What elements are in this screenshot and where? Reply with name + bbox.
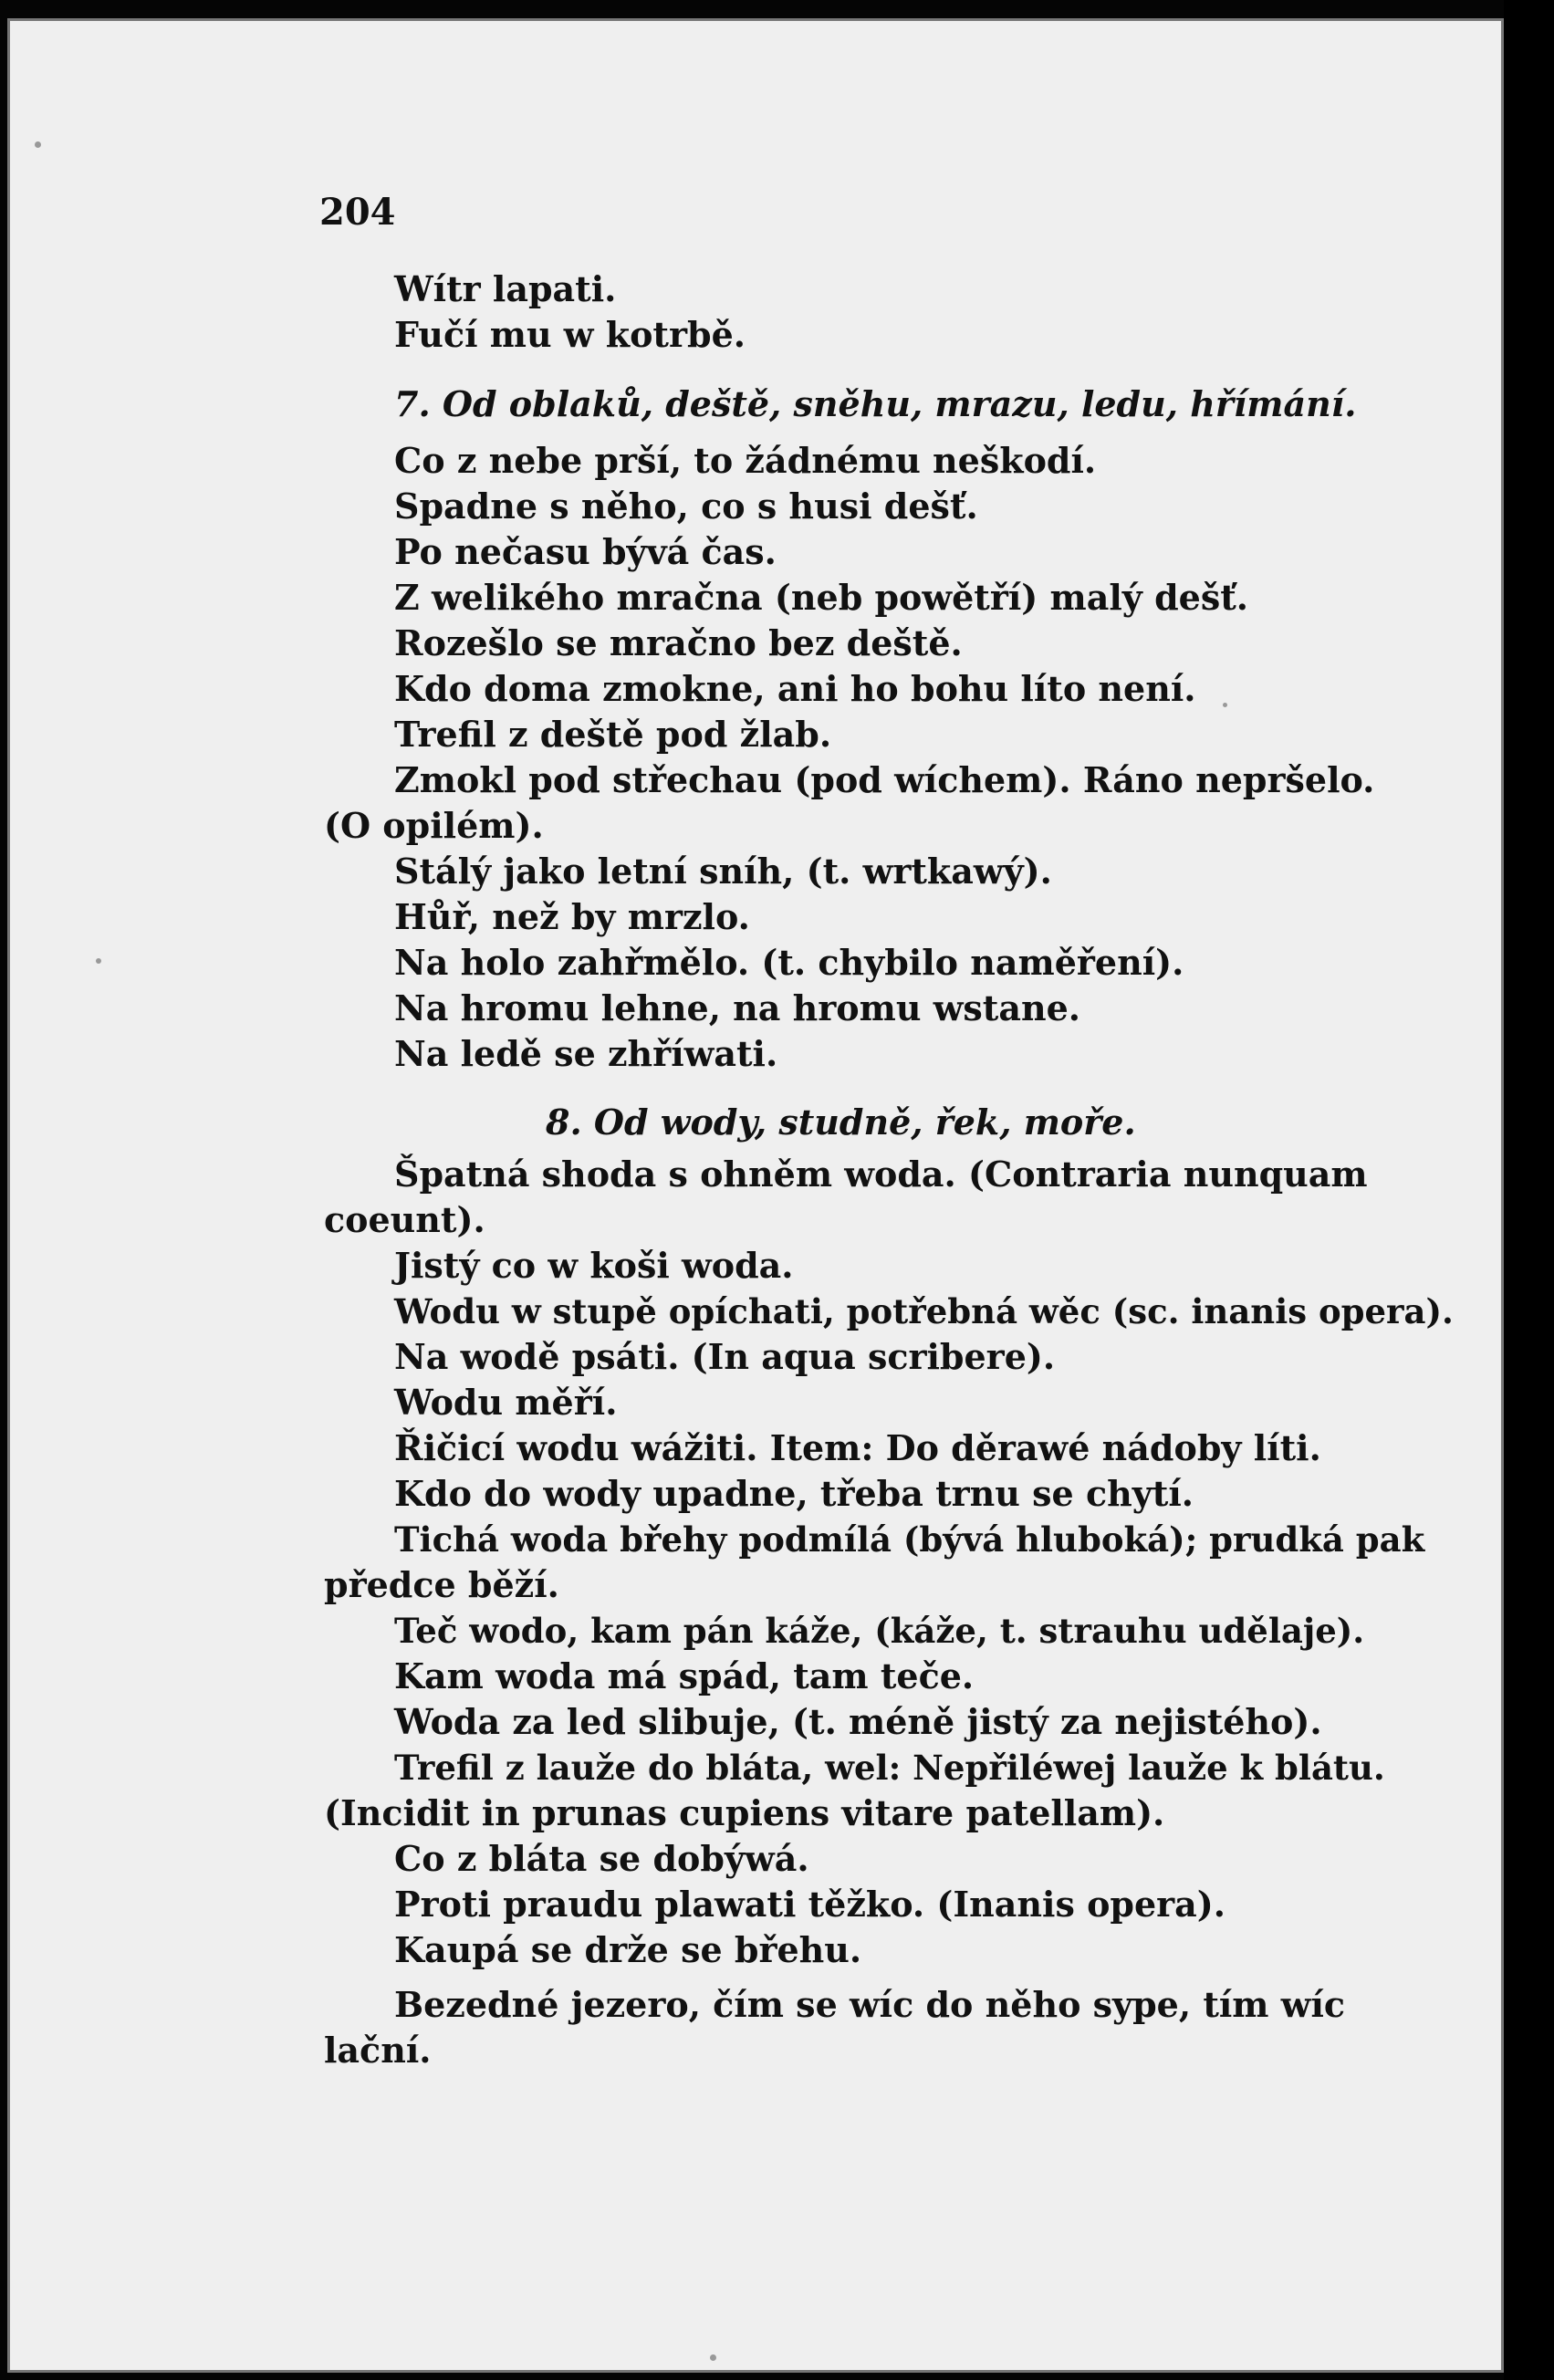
text-line: Woda za led slibuje, (t. méně jistý za nejistého). — [394, 1701, 1322, 1742]
page-number: 204 — [319, 191, 396, 234]
text-line: Spadne s něho, co s husi dešť. — [394, 485, 978, 527]
scan-border — [1504, 0, 1554, 2380]
text-line: Wodu měří. — [394, 1382, 618, 1423]
text-line: Teč wodo, kam pán káže, (káže, t. strauhu udělaje). — [394, 1611, 1365, 1651]
text-line: (Incidit in prunas cupiens vitare patellam). — [324, 1792, 1165, 1833]
paper-speck — [1223, 703, 1227, 707]
text-line: Wítr lapati. — [394, 268, 617, 309]
text-line: Řičicí wodu wážiti. Item: Do děrawé nádoby líti. — [394, 1427, 1321, 1468]
text-line: Z welikého mračna (neb powětří) malý dešť. — [394, 577, 1249, 618]
text-line: Kam woda má spád, tam teče. — [394, 1655, 975, 1696]
text-line: Na ledě se zhříwati. — [394, 1033, 778, 1074]
paper-speck — [35, 141, 41, 148]
text-line: Kdo do wody upadne, třeba trnu se chytí. — [394, 1473, 1194, 1514]
section-heading: 7. Od oblaků, deště, sněhu, mrazu, ledu, hřímání. — [394, 383, 1357, 424]
text-line: Po nečasu bývá čas. — [394, 531, 777, 572]
paper-speck — [96, 958, 101, 964]
text-line: Jistý co w koši woda. — [394, 1245, 794, 1286]
text-line: Fučí mu w kotrbě. — [394, 314, 746, 355]
text-line: (O opilém). — [324, 805, 544, 846]
text-line: Zmokl pod střechau (pod wíchem). Ráno nepršelo. — [394, 759, 1375, 800]
text-line: Hůř, než by mrzlo. — [394, 896, 750, 937]
text-line: Trefil z deště pod žlab. — [394, 714, 832, 755]
text-line: Na hromu lehne, na hromu wstane. — [394, 987, 1081, 1028]
text-line: Rozešlo se mračno bez deště. — [394, 622, 963, 663]
text-line: Na wodě psáti. (In aqua scribere). — [394, 1336, 1056, 1377]
text-line: Kaupá se drže se břehu. — [394, 1929, 862, 1970]
text-line: Tichá woda břehy podmílá (bývá hluboká); prudká pak — [394, 1519, 1425, 1560]
section-heading: 8. Od wody, studně, řek, moře. — [546, 1101, 1136, 1143]
text-line: Stálý jako letní sníh, (t. wrtkawý). — [394, 851, 1052, 892]
text-line: Na holo zahřmělo. (t. chybilo naměření). — [394, 942, 1184, 983]
text-line: předce běží. — [324, 1564, 559, 1605]
paper-speck — [710, 2354, 716, 2361]
text-line: Bezedné jezero, čím se wíc do něho sype, tím wíc — [394, 1984, 1346, 2025]
text-line: Trefil z lauže do bláta, wel: Nepřiléwej lauže k blátu. — [394, 1748, 1385, 1788]
text-line: lační. — [324, 2030, 432, 2071]
text-line: coeunt). — [324, 1199, 485, 1240]
text-line: Wodu w stupě opíchati, potřebná wěc (sc. inanis opera). — [394, 1291, 1454, 1331]
text-line: Co z bláta se dobýwá. — [394, 1838, 809, 1879]
text-line: Co z nebe prší, to žádnému neškodí. — [394, 440, 1097, 481]
text-line: Proti praudu plawati těžko. (Inanis opera). — [394, 1884, 1226, 1925]
text-line: Kdo doma zmokne, ani ho bohu líto není. — [394, 668, 1196, 709]
text-line: Špatná shoda s ohněm woda. (Contraria nunquam — [394, 1153, 1368, 1195]
